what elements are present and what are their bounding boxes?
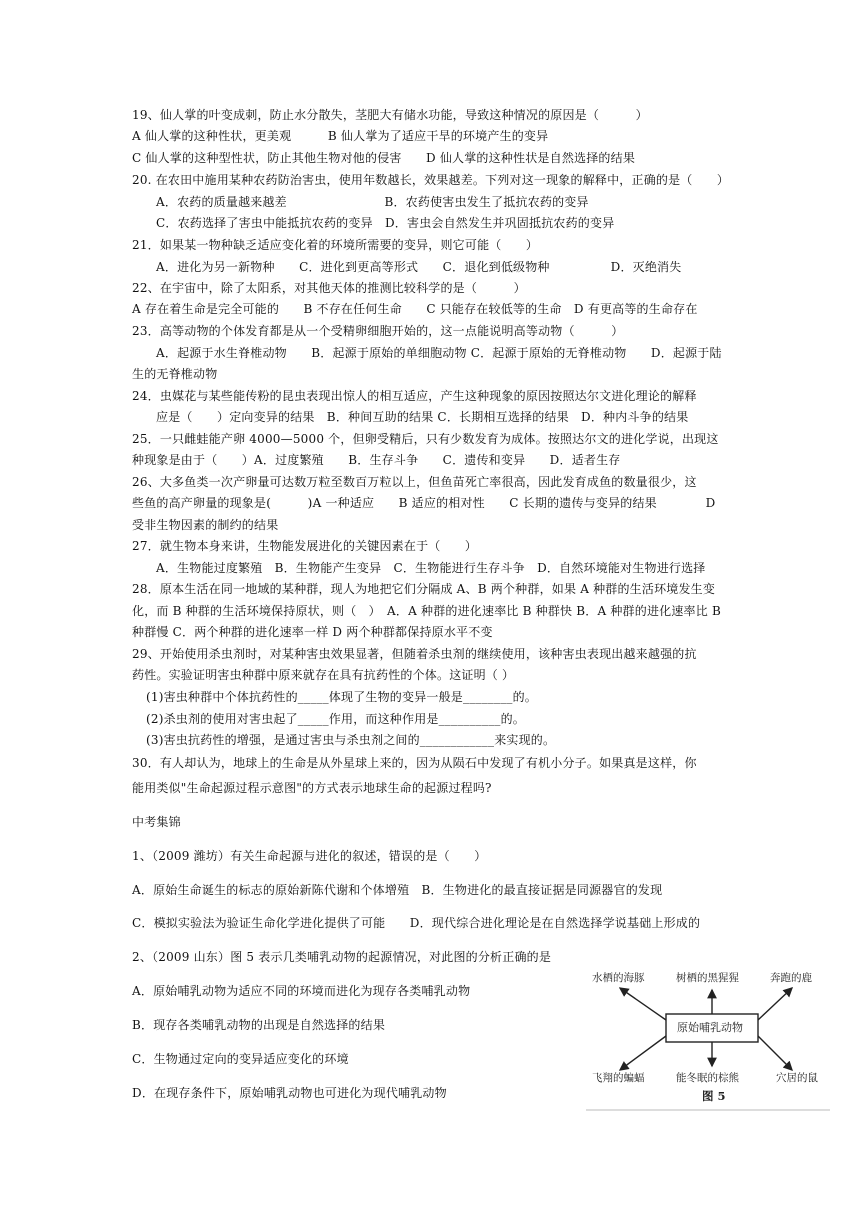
label-chimpanzee: 树栖的黑猩猩: [676, 972, 739, 984]
q19-options-ab: A 仙人掌的这种性状，更美观 B 仙人掌为了适应干旱的环境产生的变异: [132, 129, 549, 143]
label-dolphin: 水栖的海豚: [592, 972, 645, 984]
q20-options-cd: C．农药选择了害虫中能抵抗农药的变异 D．害虫会自然发生并巩固抵抗农药的变异: [156, 216, 615, 230]
exam-q1-stem: 1、（2009 潍坊）有关生命起源与进化的叙述，错误的是（ ）: [132, 849, 487, 863]
exam-q2-option-c: C．生物通过定向的变异适应变化的环境: [132, 1052, 349, 1066]
q27-options: A．生物能过度繁殖 B．生物能产生变异 C．生物能进行生存斗争 D．自然环境能对生物进行选择: [156, 561, 706, 575]
exam-q2-option-d: D．在现存条件下，原始哺乳动物也可进化为现代哺乳动物: [132, 1086, 447, 1100]
q19-stem: 19、仙人掌的叶变成刺，防止水分散失，茎肥大有储水功能，导致这种情况的原因是（ ）: [132, 108, 648, 122]
arrow-bottom-left: [620, 1036, 666, 1070]
q22-stem: 22、在宇宙中，除了太阳系，对其他天体的推测比较科学的是（ ）: [132, 281, 526, 295]
exam-q1-options-ab: A．原始生命诞生的标志的原始新陈代谢和个体增殖 B．生物进化的最直接证据是同源器官的发现: [132, 883, 663, 897]
exam-q1-options-cd: C．模拟实验法为验证生命化学进化提供了可能 D．现代综合进化理论是在自然选择学说基础上形成的: [132, 916, 701, 930]
q25-stem: 25．一只雌蛙能产卵 4000—5000 个，但卵受精后，只有少数发育为成体。按照达尔文的进化学说，出现这: [132, 432, 719, 446]
q19-options-cd: C 仙人掌的这种型性状，防止其他生物对他的侵害 D 仙人掌的这种性状是自然选择的结果: [132, 151, 636, 165]
q20-options-ab: A．农药的质量越来越差 B．农药使害虫发生了抵抗农药的变异: [156, 195, 589, 209]
q29-stem: 29、开始使用杀虫剂时，对某种害虫效果显著，但随着杀虫剂的继续使用，该种害虫表现出越来越强的抗: [132, 647, 697, 661]
q29-blank-3: (3)害虫抗药性的增强，是通过害虫与杀虫剂之间的____________来实现的。: [146, 733, 556, 747]
q24-stem: 24．虫媒花与某些能传粉的昆虫表现出惊人的相互适应，产生这种现象的原因按照达尔文进化理论的解释: [132, 389, 697, 403]
q26-options: 些鱼的高产卵量的现象是( )A 一种适应 B 适应的相对性 C 长期的遗传与变异的结果 D: [132, 496, 716, 510]
q28-stem: 28．原本生活在同一地域的某种群，现人为地把它们分隔成 A、B 两个种群，如果 A 种群的生活环境发生变: [132, 582, 716, 596]
arrow-top-right: [758, 988, 792, 1020]
q28-options: 种群慢 C．两个种群的进化速率一样 D 两个种群都保持原水平不变: [132, 625, 493, 639]
q27-stem: 27．就生物本身来讲，生物能发展进化的关键因素在于（ ）: [132, 539, 478, 553]
arrow-top-left: [620, 988, 666, 1020]
q23-options-cont: 生的无脊椎动物: [132, 367, 218, 381]
q28-stem-cont: 化，而 B 种群的生活环境保持原状，则（ ） A．A 种群的进化速率比 B 种群快 B．A 种群的进化速率比 B: [132, 604, 721, 618]
figure-5-diagram: [586, 966, 830, 1112]
q23-stem: 23．高等动物的个体发育都是从一个受精卵细胞开始的，这一点能说明高等动物（ ）: [132, 324, 624, 338]
q23-options: A．起源于水生脊椎动物 B．起源于原始的单细胞动物 C．起源于原始的无脊椎动物 D．起源于陆: [156, 346, 722, 360]
q22-options: A 存在着生命是完全可能的 B 不存在任何生命 C 只能存在较低等的生命 D 有更高等的生命存在: [132, 302, 698, 316]
label-center: 原始哺乳动物: [677, 1021, 743, 1034]
q21-stem: 21．如果某一物种缺乏适应变化着的环境所需要的变异，则它可能（ ）: [132, 238, 539, 252]
exam-q2-option-a: A．原始哺乳动物为适应不同的环境而进化为现存各类哺乳动物: [132, 984, 471, 998]
label-bear: 能冬眠的棕熊: [676, 1072, 739, 1084]
q26-stem: 26、大多鱼类一次产卵量可达数万粒至数百万粒以上，但鱼苗死亡率很高，因此发育成鱼的数量很少，这: [132, 475, 697, 489]
label-bat: 飞翔的蝙蝠: [592, 1072, 645, 1084]
q26-options-cont: 受非生物因素的制约的结果: [132, 518, 279, 532]
exam-q2-stem: 2、（2009 山东）图 5 表示几类哺乳动物的起源情况，对此图的分析正确的是: [132, 950, 552, 964]
q30-stem: 30．有人却认为，地球上的生命是从外星球上来的，因为从陨石中发现了有机小分子。如果真是这样，你: [132, 756, 697, 770]
exam-q2-option-b: B．现存各类哺乳动物的出现是自然选择的结果: [132, 1018, 386, 1032]
q29-stem-cont: 药性。实验证明害虫种群中原来就存在具有抗药性的个体。这证明（ ）: [132, 668, 515, 682]
q20-stem: 20. 在农田中施用某种农药防治害虫，使用年数越长，效果越差。下列对这一现象的解释中，正确的是（ ）: [132, 173, 730, 187]
q21-options: A．进化为另一新物种 C．进化到更高等形式 C．退化到低级物种 D．灭绝消失: [156, 260, 682, 274]
figure-caption: 图 5: [702, 1089, 726, 1103]
q29-blank-2: (2)杀虫剂的使用对害虫起了_____作用，而这种作用是__________的。: [146, 712, 525, 726]
q30-stem-cont: 能用类似"生命起源过程示意图"的方式表示地球生命的起源过程吗?: [132, 781, 492, 795]
q29-blank-1: (1)害虫种群中个体抗药性的_____体现了生物的变异一般是________的。: [146, 690, 538, 704]
q24-options: 应是（ ）定向变异的结果 B．种间互助的结果 C．长期相互选择的结果 D．种内斗争的结果: [156, 410, 689, 424]
section-heading: 中考集锦: [132, 815, 181, 829]
label-deer: 奔跑的鹿: [770, 972, 812, 984]
q25-options: 种现象是由于（ ）A．过度繁殖 B．生存斗争 C．遗传和变异 D．适者生存: [132, 453, 621, 467]
label-mouse: 穴居的鼠: [776, 1072, 818, 1084]
arrow-bottom-right: [758, 1036, 792, 1070]
